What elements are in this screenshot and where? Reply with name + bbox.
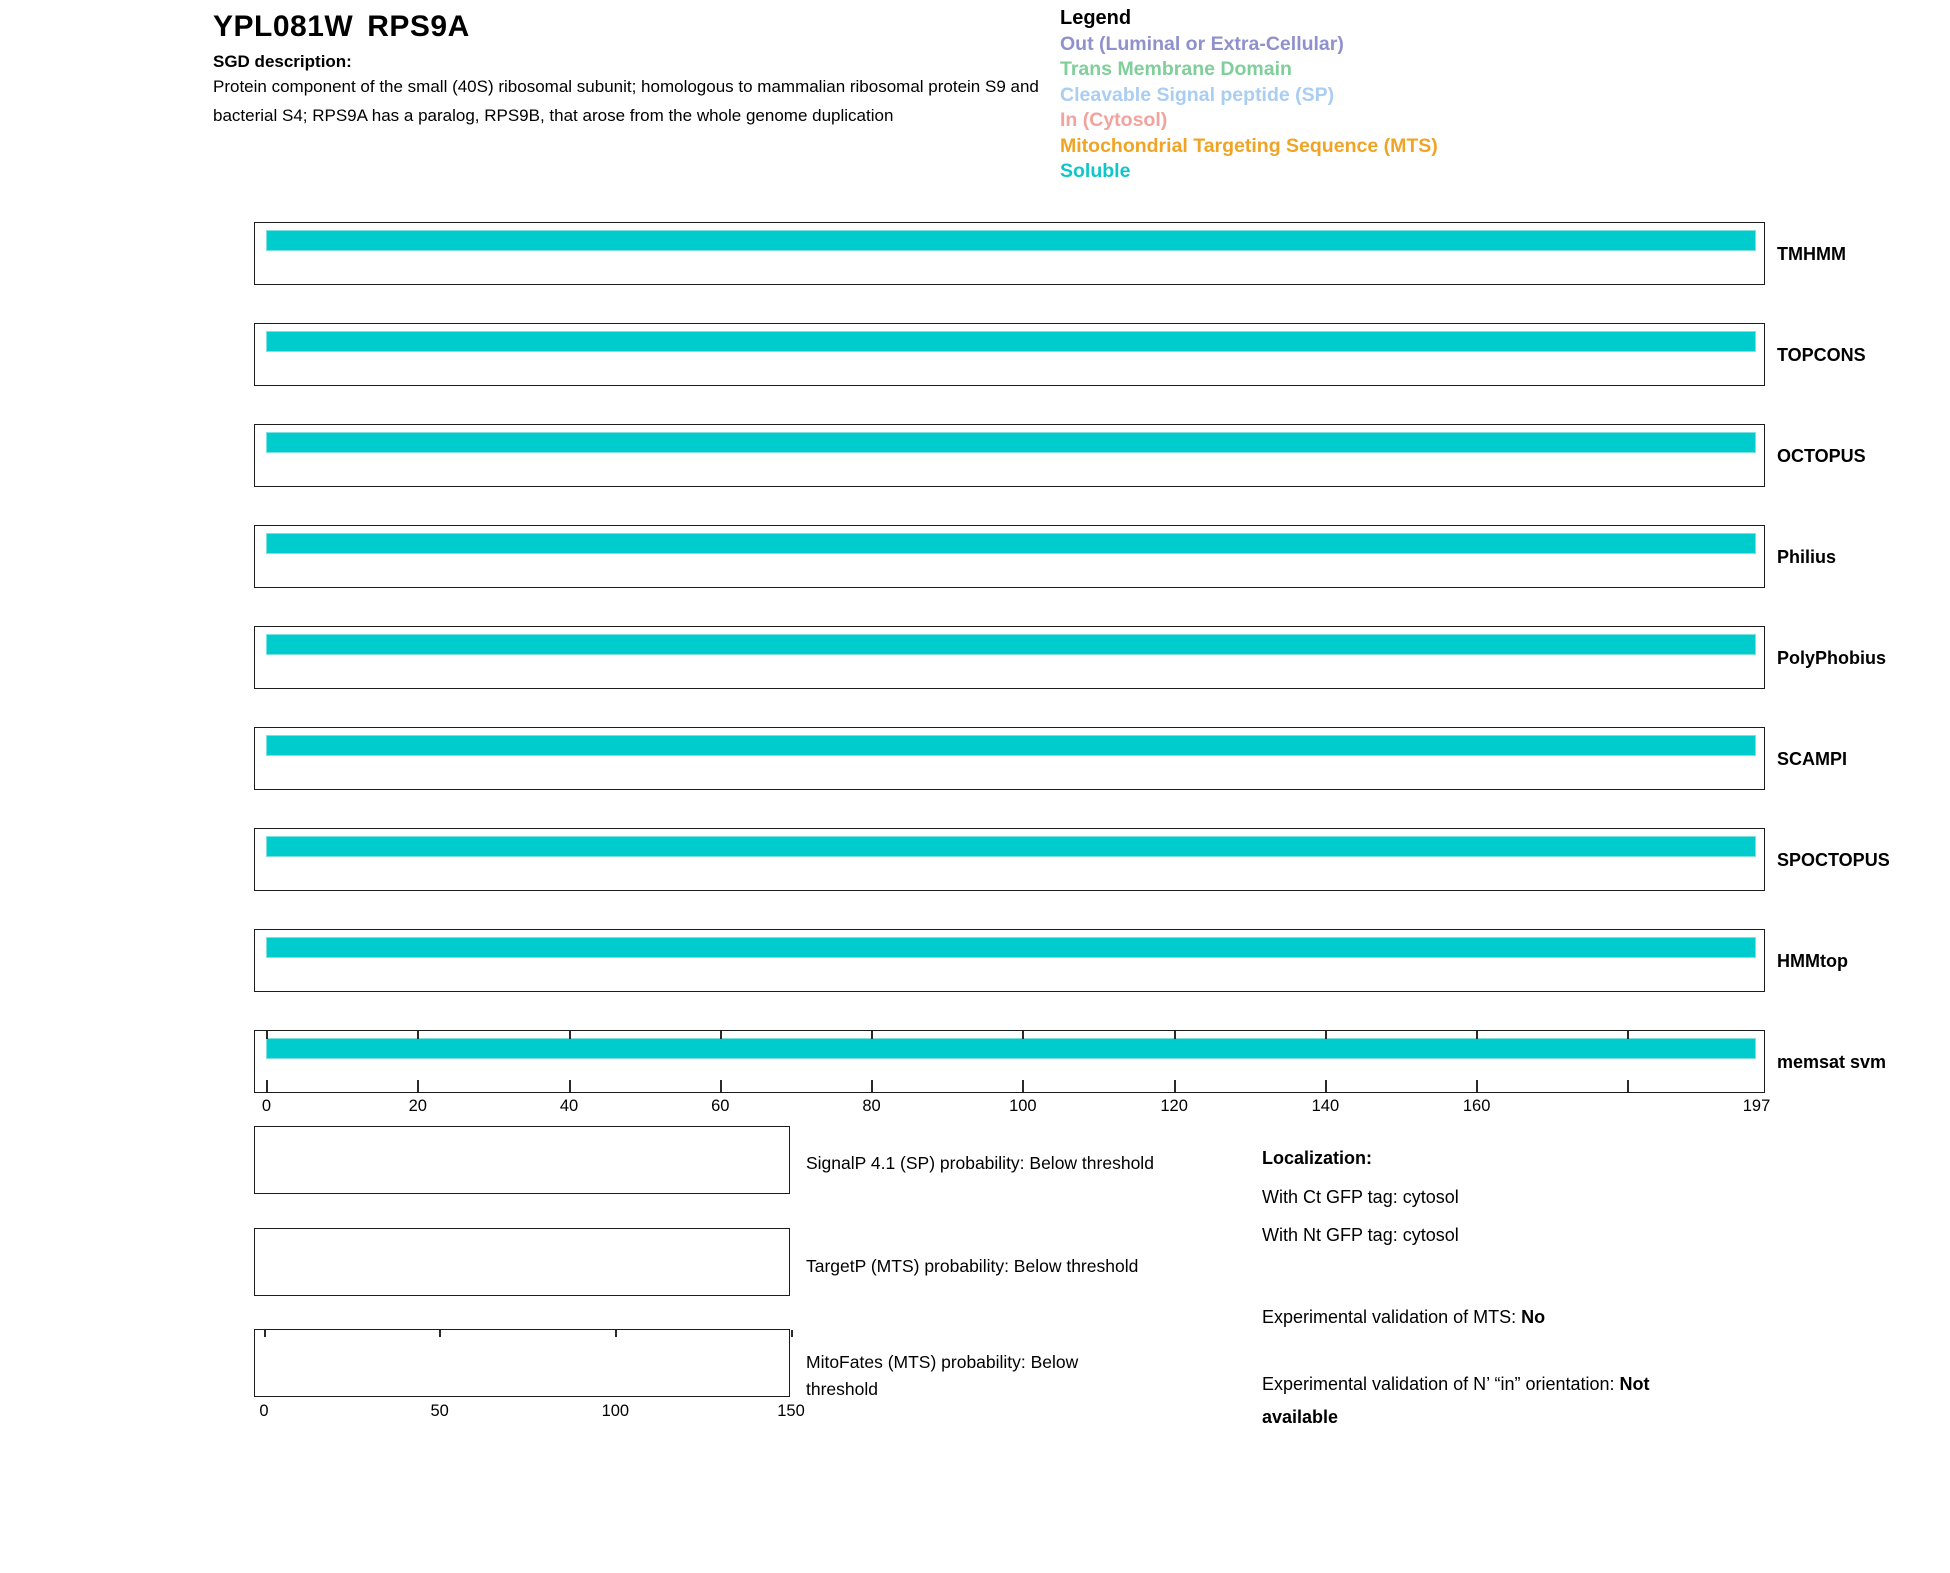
axis-tick-mark bbox=[615, 1330, 617, 1337]
validation-mts bbox=[1262, 1307, 1545, 1328]
mitofates-plot-label bbox=[806, 1349, 1078, 1403]
track-bar-soluble bbox=[266, 432, 1756, 453]
sgd-description-label: SGD description: bbox=[213, 52, 352, 71]
lower-axis bbox=[0, 1402, 900, 1424]
track-bar-soluble bbox=[266, 1038, 1756, 1059]
axis-tick-label: 40 bbox=[559, 1097, 579, 1115]
mitofates-plot-box bbox=[254, 1329, 790, 1397]
axis-tick-label: 197 bbox=[1742, 1097, 1771, 1115]
axis-tick-label: 140 bbox=[1311, 1097, 1340, 1115]
axis-tick-mark bbox=[264, 1330, 266, 1337]
track-box-memsat-svm bbox=[254, 1030, 1765, 1093]
axis-tick-label: 80 bbox=[862, 1097, 881, 1115]
axis-tick-mark bbox=[1325, 1031, 1327, 1039]
gene-systematic-name: YPL081W bbox=[213, 10, 354, 43]
sgd-description-text bbox=[213, 72, 1039, 130]
axis-tick-mark bbox=[791, 1330, 793, 1337]
track-bar-soluble bbox=[266, 331, 1756, 352]
track-bar-soluble bbox=[266, 533, 1756, 554]
axis-tick-label: 160 bbox=[1462, 1097, 1491, 1115]
track-box-topcons bbox=[254, 323, 1765, 386]
track-box-scampi bbox=[254, 727, 1765, 790]
axis-tick-mark bbox=[1627, 1031, 1629, 1039]
track-box-tmhmm bbox=[254, 222, 1765, 285]
track-box-spoctopus bbox=[254, 828, 1765, 891]
track-bar-soluble bbox=[266, 634, 1756, 655]
axis-tick-mark bbox=[1627, 1080, 1629, 1092]
localization-nt-gfp: With Nt GFP tag: cytosol bbox=[1262, 1225, 1459, 1245]
track-label-memsat-svm: memsat svm bbox=[1777, 1052, 1887, 1072]
axis-tick-mark bbox=[569, 1031, 571, 1039]
axis-tick-mark bbox=[1476, 1080, 1478, 1092]
axis-tick-mark bbox=[871, 1031, 873, 1039]
track-bar-soluble bbox=[266, 230, 1756, 251]
sgd-description-line-1: Protein component of the small (40S) ribosomal subunit; homologous to mammalian ribosomal protein S9 and bbox=[213, 77, 1039, 96]
track-box-polyphobius bbox=[254, 626, 1765, 689]
axis-tick-mark bbox=[871, 1080, 873, 1092]
localization-title: Localization: bbox=[1262, 1148, 1373, 1168]
legend-item-in-cytosol: In (Cytosol) bbox=[1060, 109, 1168, 131]
axis-tick-label: 0 bbox=[261, 1097, 272, 1115]
track-label-hmmtop: HMMtop bbox=[1777, 951, 1848, 971]
legend-item-signal-peptide: Cleavable Signal peptide (SP) bbox=[1060, 83, 1335, 106]
validation-mts-prefix: Experimental validation of MTS: bbox=[1262, 1307, 1522, 1327]
track-bar-soluble bbox=[266, 937, 1756, 958]
axis-tick-label: 100 bbox=[1009, 1097, 1037, 1115]
signalp-plot-box bbox=[254, 1126, 790, 1194]
track-bar-soluble bbox=[266, 735, 1756, 756]
track-label-polyphobius: PolyPhobius bbox=[1777, 648, 1887, 668]
axis-tick-mark bbox=[720, 1080, 722, 1092]
track-label-topcons: TOPCONS bbox=[1777, 345, 1866, 365]
track-label-philius: Philius bbox=[1777, 547, 1837, 567]
validation-orientation bbox=[1262, 1368, 1650, 1434]
targetp-plot-box bbox=[254, 1228, 790, 1296]
localization-ct-gfp: With Ct GFP tag: cytosol bbox=[1262, 1187, 1459, 1207]
axis-tick-label: 0 bbox=[259, 1402, 269, 1420]
axis-tick-mark bbox=[266, 1080, 268, 1092]
axis-tick-label: 120 bbox=[1160, 1097, 1188, 1115]
axis-tick-mark bbox=[439, 1330, 441, 1337]
axis-tick-label: 150 bbox=[777, 1402, 805, 1420]
validation-orientation-line-1 bbox=[1262, 1368, 1650, 1401]
axis-tick-label: 100 bbox=[601, 1402, 630, 1420]
legend bbox=[1060, 6, 1438, 185]
main-axis bbox=[0, 1097, 1950, 1119]
axis-tick-mark bbox=[1476, 1031, 1478, 1039]
legend-title: Legend bbox=[1060, 7, 1132, 29]
legend-item-soluble: Soluble bbox=[1060, 160, 1131, 182]
validation-orientation-value-2: available bbox=[1262, 1407, 1339, 1427]
axis-tick-label: 60 bbox=[711, 1097, 730, 1115]
axis-tick-label: 50 bbox=[430, 1402, 449, 1420]
axis-tick-mark bbox=[1022, 1031, 1024, 1039]
legend-item-mts: Mitochondrial Targeting Sequence (MTS) bbox=[1060, 134, 1438, 157]
track-label-octopus: OCTOPUS bbox=[1777, 446, 1866, 466]
axis-tick-mark bbox=[417, 1031, 419, 1039]
axis-tick-mark bbox=[1174, 1080, 1176, 1092]
axis-tick-mark bbox=[1174, 1031, 1176, 1039]
track-bar-soluble bbox=[266, 836, 1756, 857]
gene-standard-name: RPS9A bbox=[367, 10, 470, 43]
axis-tick-mark bbox=[417, 1080, 419, 1092]
track-label-scampi: SCAMPI bbox=[1777, 749, 1848, 769]
sgd-description-line-2: bacterial S4; RPS9A has a paralog, RPS9B, that arose from the whole genome duplication bbox=[213, 106, 894, 125]
track-label-spoctopus: SPOCTOPUS bbox=[1777, 850, 1890, 870]
legend-item-out: Out (Luminal or Extra-Cellular) bbox=[1060, 32, 1344, 55]
axis-tick-mark bbox=[720, 1031, 722, 1039]
validation-mts-value: No bbox=[1521, 1307, 1546, 1327]
mitofates-plot-label-line-1: MitoFates (MTS) probability: Below bbox=[806, 1352, 1079, 1372]
validation-orientation-prefix: Experimental validation of N’ “in” orientation: bbox=[1262, 1374, 1620, 1394]
axis-tick-mark bbox=[266, 1031, 268, 1039]
track-box-hmmtop bbox=[254, 929, 1765, 992]
track-box-philius bbox=[254, 525, 1765, 588]
mitofates-plot-label-line-2: threshold bbox=[806, 1379, 878, 1399]
signalp-plot-label: SignalP 4.1 (SP) probability: Below threshold bbox=[806, 1153, 1154, 1173]
axis-tick-mark bbox=[569, 1080, 571, 1092]
targetp-plot-label: TargetP (MTS) probability: Below threshold bbox=[806, 1256, 1139, 1276]
track-box-octopus bbox=[254, 424, 1765, 487]
track-label-tmhmm: TMHMM bbox=[1777, 244, 1846, 264]
axis-tick-label: 20 bbox=[408, 1097, 427, 1115]
axis-tick-mark bbox=[1022, 1080, 1024, 1092]
validation-orientation-value-1: Not bbox=[1619, 1374, 1650, 1394]
axis-tick-mark bbox=[1325, 1080, 1327, 1092]
page-title bbox=[213, 10, 470, 44]
legend-item-trans-membrane: Trans Membrane Domain bbox=[1060, 58, 1292, 80]
